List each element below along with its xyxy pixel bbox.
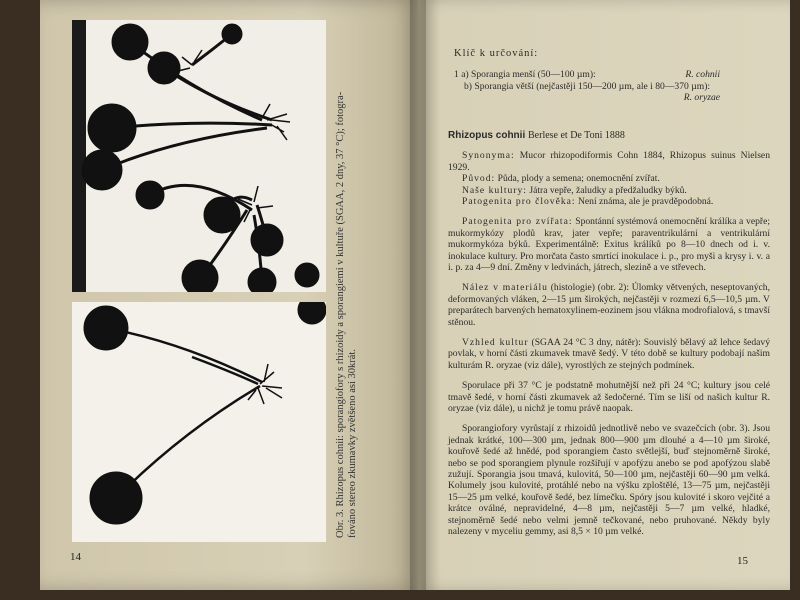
key-row-3 (448, 92, 770, 104)
text-nalez: (histologie) (obr. 2): Úlomky větvených, neseptovaných, deformovaných vláken, 2—15 µm širokých, nejčastěji v rozmezí 6,5—10,5 µm. V preparátech barvených hematoxylinem-eozinem jsou vlákna modrofialová, s tmavší stěnou. (448, 282, 770, 328)
lead-nalez: Nález v materiálu (462, 282, 548, 294)
paragraph-patogenita-clovek (448, 196, 770, 207)
caption-line-1: Obr. 3. Rhizopus cohnii: sporangiofory s rhizoidy a sporangiemi v kultuře (SGAA, 2 dny, 37 °C); fotogra- (335, 91, 346, 538)
key-row-1-species: R. cohnii (685, 69, 720, 81)
key-row-3-species: R. oryzae (683, 92, 720, 104)
lead-vzhled: Vzhled kultur (462, 337, 529, 348)
paragraph-sporulace (448, 380, 770, 414)
micrograph-top (72, 20, 326, 292)
lead-patogenita-clovek: Patogenita pro člověka: (462, 195, 576, 207)
paragraph-patogenita-zvirata (448, 216, 770, 273)
key-row-1 (448, 69, 770, 81)
species-heading (448, 130, 770, 141)
page-number-right: 15 (737, 555, 748, 567)
caption-line-2: fováno stereo zkumavky zvětšeno asi 30krát. (347, 349, 358, 538)
page-number-left: 14 (70, 551, 81, 563)
key-row-1-text: 1 a) Sporangia menší (50—100 µm): (454, 69, 596, 81)
paragraph-kultury (448, 185, 770, 196)
right-page-text (448, 48, 770, 538)
key-row-2 (448, 81, 770, 93)
paragraph-synonyma (448, 150, 770, 173)
lead-patogenita-zvirata: Patogenita pro zvířata: (462, 216, 573, 228)
text-sporangiofory: Sporangiofory vyrůstají z rhizoidů jednotlivě nebo ve svazečcích (obr. 3). Jsou jednak krátké, 100—300 µm, jednak 800—900 µm dlouhé a 4—10 µm široké, kouřově šedé až hnědé, pod sporangiem často světlejší, buď stejnoměrně široké, nebo se pod sporangiem plynule rozšiřují v apofýzu anebo se pod apofýzou slabě zužují. Sporangia jsou tmavá, kulovitá, 50—100 µm, nejčastěji 60—90 µm velká. Kolumely jsou kulovité, protáhlé nebo na výšku zploštělé, 13—75 µm, nejčastěji 15—25 µm velké, kouřově šedé, bez límečku. Spóry jsou kulovité i skoro vejčité a krátce oválné, nepravidelné, 4—8 µm, nejčastěji 5—7 µm velké, hladké, stejnoměrně šedé nebo velmi jemně tečkované, nebo pruhované. Někdy byly nalezeny v myceliu gemmy, asi 8,5 × 10 µm velké. (448, 423, 770, 538)
species-author: Berlese et De Toni 1888 (528, 129, 625, 141)
paragraph-vzhled (448, 337, 770, 371)
key-row-2-text: b) Sporangia větší (nejčastěji 150—200 µm, ale i 80—370 µm): (464, 80, 711, 92)
lead-synonyma: Synonyma: (462, 150, 515, 162)
paragraph-puvod (448, 173, 770, 184)
text-sporulace: Sporulace při 37 °C je podstatně mohutnější než při 24 °C; kultury jsou celé tmavě šedé, v horní části zkumavek až šedočerné. Tím se liší od našich kultur R. oryzae (viz dále), u nichž je tomu právě naopak. (448, 380, 770, 415)
text-kultury: Játra vepře, žaludky a předžaludky býků. (529, 184, 687, 196)
key-title: Klíč k určování: (454, 48, 539, 59)
text-patogenita-clovek: Není známa, ale je pravděpodobná. (578, 195, 714, 207)
lead-kultury: Naše kultury: (462, 184, 527, 196)
paragraph-sporangiofory (448, 423, 770, 537)
micrograph-bottom (72, 302, 326, 542)
figure-caption (335, 18, 395, 538)
book-gutter (410, 0, 426, 590)
text-synonyma: Mucor rhizopodiformis Cohn 1884, Rhizopus suinus Nielsen 1929. (448, 150, 770, 173)
text-patogenita-zvirata: Spontánní systémová onemocnění králíka a vepře; mukormykózy plodů krav, jater vepře; paraventrikulární a ventrikulární mukormykóza býků. Experimentálně: Exitus králíků po 8—10 dnech od i. v. inokulace kultury. Pro morčata často smrtící inokulace i. p., pro myši a krysy i. v. a i. p. za 4—9 dní. Změny v ledvinách, játrech, slezině a ve střevech. (448, 216, 770, 273)
text-vzhled: (SGAA 24 °C 3 dny, nátěr): Souvislý bělavý až lehce šedavý povlak, v horní části zkumavek tmavě šedý. V této době se kultury podobají našim kulturám R. oryzae (viz dále), vyrostlých ze stejných podmínek. (448, 337, 770, 371)
lead-puvod: Původ: (462, 173, 496, 185)
species-name: Rhizopus cohnii (448, 129, 526, 141)
text-puvod: Půda, plody a semena; onemocnění zvířat. (497, 173, 660, 185)
paragraph-nalez (448, 282, 770, 328)
